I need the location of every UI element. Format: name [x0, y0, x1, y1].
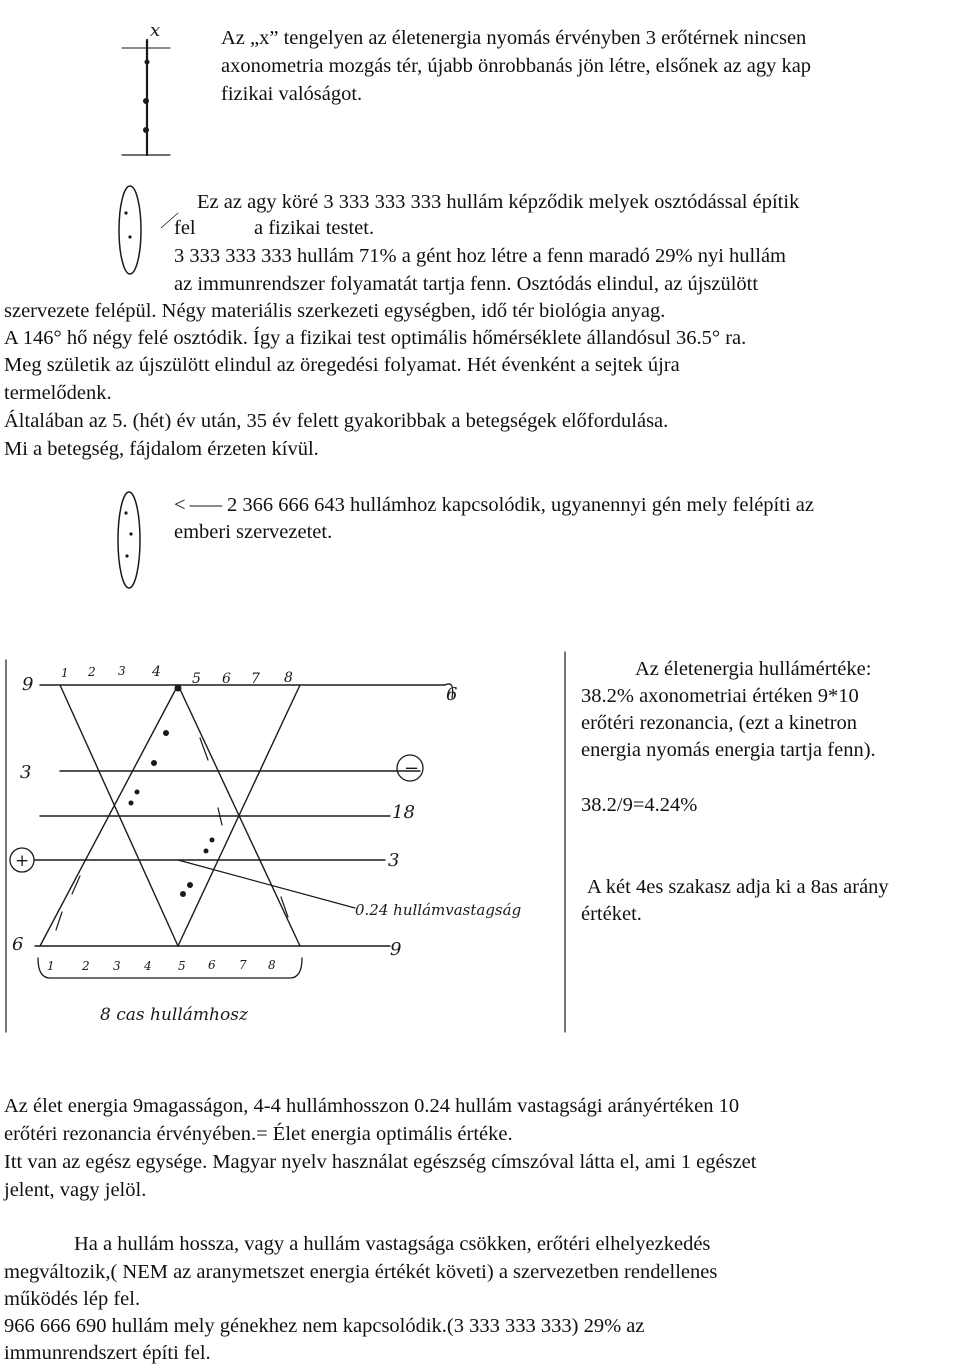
block2-line2a: fel [174, 217, 196, 239]
x-axis-sketch [122, 20, 170, 155]
label-bottom-right-9: 9 [390, 939, 402, 960]
block2-line5: szervezete felépül. Négy materiális szerkezeti egységben, idő tér biológia anyag. [4, 300, 666, 322]
block2-line4: az immunrendszer folyamatát tartja fenn. Osztódás elindul, az újszülött [174, 273, 759, 295]
label-right-3: 3 [388, 850, 400, 871]
block2-line8: termelődenk. [4, 382, 112, 404]
right-note-line3: erőtéri rezonancia, (ezt a kinetron [581, 712, 858, 734]
bottom-num-6: 6 [208, 958, 216, 972]
wave-diagram [10, 684, 453, 978]
block2-line10: Mi a betegség, fájdalom érzeten kívül. [4, 438, 319, 460]
right-note-line5: 38.2/9=4.24% [581, 794, 698, 816]
block2-line1: Ez az agy köré 3 333 333 333 hullám képződik melyek osztódással építik [197, 191, 800, 213]
bottom-num-8: 8 [268, 958, 276, 972]
block5-line4: 966 666 690 hullám mely génekhez nem kapcsolódik.(3 333 333 333) 29% az [4, 1315, 645, 1337]
bottom-num-7: 7 [239, 958, 247, 972]
top-num-2: 2 [88, 665, 96, 679]
block4-line2: erőtéri rezonancia érvényében.= Élet energia optimális értéke. [4, 1123, 513, 1145]
right-note-line1: Az életenergia hullámértéke: [635, 658, 872, 680]
label-plus: + [15, 851, 30, 871]
block3-line1: 2 366 666 643 hullámhoz kapcsolódik, ugyanennyi gén mely felépíti az [227, 494, 814, 516]
bottom-num-1: 1 [47, 959, 55, 973]
block1-line3: fizikai valóságot. [221, 83, 363, 105]
block2-line7: Meg születik az újszülött elindul az öregedési folyamat. Hét évenként a sejtek újra [4, 354, 680, 376]
label-bottom-left-6: 6 [12, 934, 24, 955]
right-note-line7: értéket. [581, 903, 642, 925]
label-top-left-9: 9 [22, 674, 34, 695]
top-num-5: 5 [192, 671, 201, 687]
bottom-num-2: 2 [82, 959, 90, 973]
label-top-right-6: 6 [446, 684, 458, 705]
block3-arrow: < [174, 494, 186, 516]
label-left-3: 3 [20, 762, 32, 783]
bottom-num-3: 3 [113, 959, 121, 973]
label-thickness: 0.24 hullámvastagság [355, 901, 522, 919]
block5-line5: immunrendszert építi fel. [4, 1342, 211, 1364]
label-minus: − [404, 758, 420, 779]
right-note-line4: energia nyomás energia tartja fenn). [581, 739, 876, 761]
top-num-8: 8 [284, 670, 293, 686]
top-num-6: 6 [222, 671, 231, 687]
right-note-line6: A két 4es szakasz adja ki a 8as arány [587, 876, 889, 898]
bottom-num-4: 4 [144, 959, 152, 973]
top-num-4: 4 [152, 664, 161, 680]
top-num-1: 1 [61, 666, 69, 680]
block5-line3: működés lép fel. [4, 1288, 141, 1310]
right-note-line2: 38.2% axonometriai értéken 9*10 [581, 685, 859, 707]
block5-line1: Ha a hullám hossza, vagy a hullám vastagsága csökken, erőtéri elhelyezkedés [74, 1233, 711, 1255]
label-18: 18 [392, 802, 415, 823]
block1-line2: axonometria mozgás tér, újabb önrobbanás jön létre, elsőnek az agy kap [221, 55, 812, 77]
block2-line2b: a fizikai testet. [254, 217, 375, 239]
top-num-7: 7 [251, 671, 260, 687]
block2-line6: A 146° hő négy felé osztódik. Így a fizikai test optimális hőmérséklete állandósul 36.5° ra. [4, 327, 747, 349]
block4-line1: Az élet energia 9magasságon, 4-4 hullámhosszon 0.24 hullám vastagsági arányértéken 10 [4, 1095, 740, 1117]
top-num-3: 3 [118, 664, 126, 678]
label-wavelength: 8 cas hullámhosz [100, 1005, 248, 1025]
block3-line2: emberi szervezetet. [174, 521, 333, 543]
block4-line4: jelent, vagy jelöl. [4, 1179, 147, 1201]
cell-oval-sketch-1 [119, 186, 178, 274]
block1-line1: Az „x” tengelyen az életenergia nyomás érvényben 3 erőtérnek nincsen [221, 27, 807, 49]
block2-line9: Általában az 5. (hét) év után, 35 év felett gyakoribbak a betegségek előfordulása. [4, 410, 669, 432]
x-axis-label: x [150, 20, 161, 41]
block5-line2: megváltozik,( NEM az aranymetszet energia értékét követi) a szervezetben rendellenes [4, 1261, 718, 1283]
bottom-num-5: 5 [178, 959, 186, 973]
block4-line3: Itt van az egész egysége. Magyar nyelv használat egészség címszóval látta el, ami 1 egészet [4, 1151, 757, 1173]
block2-line3: 3 333 333 333 hullám 71% a gént hoz létre a fenn maradó 29% nyi hullám [174, 245, 786, 267]
